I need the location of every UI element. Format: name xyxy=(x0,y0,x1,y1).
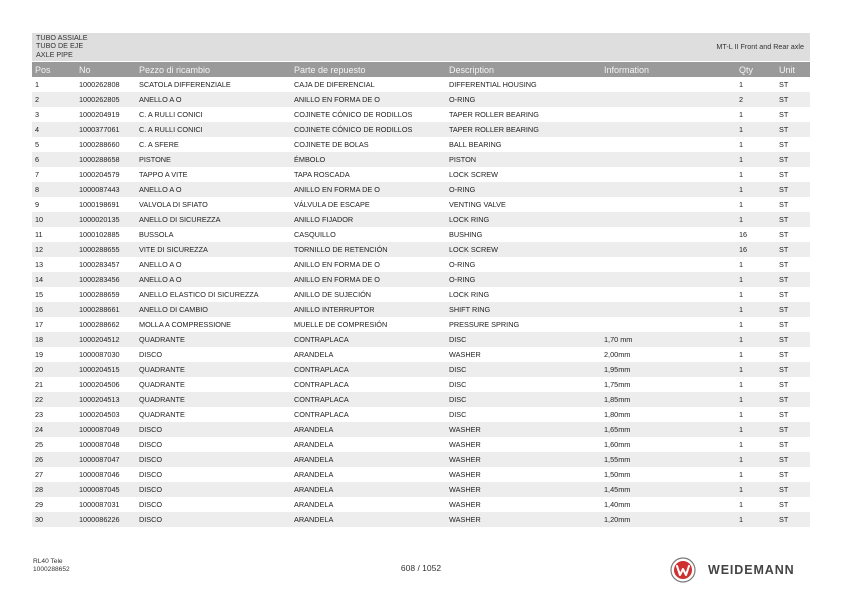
cell-part-number: 1000377061 xyxy=(76,122,136,137)
cell-unit: ST xyxy=(779,110,789,119)
cell-pos: 23 xyxy=(35,410,44,419)
cell-unit: ST xyxy=(776,392,810,407)
cell-spanish-name: ANILLO FIJADOR xyxy=(291,212,446,227)
cell-italian-name: C. A SFERE xyxy=(139,140,179,149)
cell-part-number: 1000288658 xyxy=(76,152,136,167)
title-line-es: TUBO DE EJE xyxy=(36,41,84,51)
cell-part-number: 1000288661 xyxy=(76,302,136,317)
cell-description: PRESSURE SPRING xyxy=(449,320,520,329)
brand-name: WEIDEMANN xyxy=(708,563,795,577)
cell-qty: 16 xyxy=(739,230,748,239)
cell-description: WASHER xyxy=(446,452,601,467)
cell-italian-name: MOLLA A COMPRESSIONE xyxy=(139,320,232,329)
cell-part-number: 1000288660 xyxy=(79,140,120,149)
cell-pos: 19 xyxy=(35,350,44,359)
cell-information xyxy=(601,287,736,302)
cell-description: DISC xyxy=(446,392,601,407)
cell-spanish-name: ARANDELA xyxy=(291,422,446,437)
cell-pos: 29 xyxy=(35,500,44,509)
cell-italian-name: TAPPO A VITE xyxy=(139,170,188,179)
column-header-unit: Unit xyxy=(776,62,810,77)
cell-italian-name: ANELLO ELASTICO DI SICUREZZA xyxy=(139,290,259,299)
cell-qty: 1 xyxy=(736,302,776,317)
cell-information: 1,65mm xyxy=(601,422,736,437)
cell-description: WASHER xyxy=(449,470,481,479)
cell-italian-name: ANELLO DI SICUREZZA xyxy=(136,212,291,227)
cell-qty: 1 xyxy=(739,410,744,419)
cell-italian-name: QUADRANTE xyxy=(136,362,291,377)
column-header-italian: Pezzo di ricambio xyxy=(136,62,291,77)
cell-description: WASHER xyxy=(446,512,601,527)
table-row xyxy=(32,212,810,227)
cell-pos: 30 xyxy=(32,512,76,527)
title-band xyxy=(32,33,810,61)
cell-spanish-name: VÁLVULA DE ESCAPE xyxy=(294,200,370,209)
cell-pos: 12 xyxy=(32,242,76,257)
cell-spanish-name: ARANDELA xyxy=(291,512,446,527)
assembly-name: MT-L II Front and Rear axle xyxy=(716,42,804,51)
cell-part-number: 1000087048 xyxy=(79,440,120,449)
cell-pos: 3 xyxy=(35,110,40,119)
cell-unit: ST xyxy=(776,182,810,197)
cell-part-number: 1000283457 xyxy=(79,260,120,269)
cell-qty: 1 xyxy=(739,350,744,359)
cell-description: SHIFT RING xyxy=(446,302,601,317)
table-row xyxy=(32,122,810,137)
cell-unit: ST xyxy=(776,302,810,317)
cell-qty: 1 xyxy=(736,422,776,437)
cell-italian-name: ANELLO A O xyxy=(136,92,291,107)
cell-qty: 1 xyxy=(736,362,776,377)
table-row xyxy=(32,482,810,497)
cell-information: 1,95mm xyxy=(601,362,736,377)
cell-description: PISTON xyxy=(446,152,601,167)
table-row xyxy=(32,107,810,122)
cell-spanish-name: CONTRAPLACA xyxy=(294,410,349,419)
cell-pos: 28 xyxy=(32,482,76,497)
cell-unit: ST xyxy=(776,92,810,107)
cell-unit: ST xyxy=(779,260,789,269)
cell-italian-name: VITE DI SICUREZZA xyxy=(136,242,291,257)
cell-spanish-name: ARANDELA xyxy=(294,440,334,449)
cell-information xyxy=(601,152,736,167)
cell-description: O-RING xyxy=(446,272,601,287)
cell-part-number: 1000204506 xyxy=(79,380,120,389)
cell-qty: 1 xyxy=(739,140,744,149)
cell-description: DISC xyxy=(446,332,601,347)
cell-qty: 1 xyxy=(736,452,776,467)
cell-information xyxy=(601,182,736,197)
parts-table xyxy=(32,62,810,527)
cell-part-number: 1000262805 xyxy=(76,92,136,107)
cell-spanish-name: ARANDELA xyxy=(294,500,334,509)
column-header-spanish: Parte de repuesto xyxy=(291,62,446,77)
cell-unit: ST xyxy=(776,122,810,137)
table-row xyxy=(32,197,810,212)
cell-qty: 1 xyxy=(736,512,776,527)
cell-description: O-RING xyxy=(446,92,601,107)
cell-italian-name: ANELLO DI CAMBIO xyxy=(136,302,291,317)
cell-italian-name: QUADRANTE xyxy=(136,332,291,347)
cell-spanish-name: TORNILLO DE RETENCIÓN xyxy=(291,242,446,257)
table-row xyxy=(32,437,810,452)
cell-information xyxy=(601,212,736,227)
cell-part-number: 1000283456 xyxy=(76,272,136,287)
cell-part-number: 1000087047 xyxy=(76,452,136,467)
cell-unit: ST xyxy=(779,500,789,509)
table-row xyxy=(32,302,810,317)
table-row xyxy=(32,362,810,377)
cell-pos: 14 xyxy=(32,272,76,287)
cell-description: LOCK SCREW xyxy=(449,170,499,179)
cell-pos: 20 xyxy=(32,362,76,377)
cell-information xyxy=(601,242,736,257)
cell-description: BUSHING xyxy=(449,230,483,239)
cell-spanish-name: ARANDELA xyxy=(294,470,334,479)
cell-spanish-name: COJINETE DE BOLAS xyxy=(294,140,369,149)
cell-part-number: 1000288662 xyxy=(79,320,120,329)
table-row xyxy=(32,317,810,332)
cell-information xyxy=(601,257,736,272)
cell-description: O-RING xyxy=(446,182,601,197)
table-row xyxy=(32,347,810,362)
cell-part-number: 1000262808 xyxy=(79,80,120,89)
cell-unit: ST xyxy=(779,380,789,389)
cell-unit: ST xyxy=(779,350,789,359)
cell-pos: 16 xyxy=(32,302,76,317)
table-row xyxy=(32,227,810,242)
cell-spanish-name: MUELLE DE COMPRESIÓN xyxy=(294,320,388,329)
cell-pos: 2 xyxy=(32,92,76,107)
cell-italian-name: DISCO xyxy=(136,482,291,497)
cell-spanish-name: CAJA DE DIFERENCIAL xyxy=(294,80,375,89)
cell-qty: 1 xyxy=(736,182,776,197)
cell-information xyxy=(601,197,736,212)
cell-part-number: 1000204515 xyxy=(76,362,136,377)
cell-information: 1,75mm xyxy=(604,380,631,389)
table-row xyxy=(32,497,810,512)
cell-spanish-name: CONTRAPLACA xyxy=(291,392,446,407)
cell-part-number: 1000087443 xyxy=(76,182,136,197)
cell-spanish-name: CONTRAPLACA xyxy=(291,332,446,347)
cell-information: 1,70 mm xyxy=(601,332,736,347)
cell-pos: 21 xyxy=(35,380,44,389)
table-row xyxy=(32,257,810,272)
table-row xyxy=(32,407,810,422)
cell-unit: ST xyxy=(776,152,810,167)
column-header-pos: Pos xyxy=(32,62,76,77)
cell-information xyxy=(601,167,736,182)
cell-italian-name: QUADRANTE xyxy=(139,410,185,419)
cell-qty: 1 xyxy=(739,200,744,209)
cell-information xyxy=(601,77,736,92)
cell-unit: ST xyxy=(776,332,810,347)
cell-information: 2,00mm xyxy=(604,350,631,359)
cell-information xyxy=(601,107,736,122)
table-row xyxy=(32,332,810,347)
cell-description: DISC xyxy=(449,380,467,389)
cell-unit: ST xyxy=(776,272,810,287)
cell-part-number: 1000288659 xyxy=(79,290,120,299)
cell-qty: 1 xyxy=(739,170,744,179)
cell-unit: ST xyxy=(776,512,810,527)
table-row xyxy=(32,152,810,167)
table-row xyxy=(32,422,810,437)
cell-unit: ST xyxy=(776,422,810,437)
cell-part-number: 1000198691 xyxy=(79,200,120,209)
cell-pos: 25 xyxy=(35,440,44,449)
cell-information xyxy=(601,122,736,137)
cell-information: 1,40mm xyxy=(604,500,631,509)
cell-pos: 17 xyxy=(35,320,44,329)
title-line-it: TUBO ASSIALE xyxy=(36,33,88,42)
cell-unit: ST xyxy=(779,140,789,149)
cell-description: LOCK RING xyxy=(449,290,490,299)
cell-unit: ST xyxy=(776,242,810,257)
title-line-en: AXLE PIPE xyxy=(36,49,73,59)
cell-qty: 16 xyxy=(736,242,776,257)
cell-spanish-name: CONTRAPLACA xyxy=(291,362,446,377)
cell-information xyxy=(601,227,736,242)
cell-unit: ST xyxy=(779,230,789,239)
table-row xyxy=(32,137,810,152)
table-row xyxy=(32,467,810,482)
cell-pos: 9 xyxy=(35,200,40,209)
cell-pos: 8 xyxy=(32,182,76,197)
cell-qty: 1 xyxy=(739,320,744,329)
cell-pos: 13 xyxy=(35,260,44,269)
cell-italian-name: SCATOLA DIFFERENZIALE xyxy=(139,80,231,89)
cell-spanish-name: TAPA ROSCADA xyxy=(294,170,350,179)
column-header-information: Information xyxy=(601,62,736,77)
cell-description: DISC xyxy=(446,362,601,377)
table-row xyxy=(32,77,810,92)
cell-unit: ST xyxy=(779,80,789,89)
cell-description: WASHER xyxy=(449,440,481,449)
cell-qty: 2 xyxy=(736,92,776,107)
cell-qty: 1 xyxy=(739,110,744,119)
cell-pos: 10 xyxy=(32,212,76,227)
cell-information xyxy=(601,317,736,332)
cell-unit: ST xyxy=(779,200,789,209)
cell-description: TAPER ROLLER BEARING xyxy=(446,122,601,137)
cell-description: O-RING xyxy=(449,260,476,269)
cell-qty: 1 xyxy=(739,260,744,269)
table-row xyxy=(32,182,810,197)
cell-italian-name: ANELLO A O xyxy=(136,272,291,287)
table-row xyxy=(32,392,810,407)
cell-italian-name: QUADRANTE xyxy=(136,392,291,407)
cell-italian-name: DISCO xyxy=(139,440,163,449)
column-header-qty: Qty xyxy=(736,62,776,77)
cell-qty: 1 xyxy=(736,122,776,137)
cell-part-number: 1000087046 xyxy=(79,470,120,479)
cell-qty: 1 xyxy=(739,80,744,89)
cell-unit: ST xyxy=(776,452,810,467)
cell-spanish-name: COJINETE CÓNICO DE RODILLOS xyxy=(294,110,413,119)
cell-italian-name: C. A RULLI CONICI xyxy=(139,110,203,119)
cell-qty: 1 xyxy=(739,380,744,389)
cell-description: TAPER ROLLER BEARING xyxy=(449,110,539,119)
cell-information: 1,60mm xyxy=(604,440,631,449)
cell-pos: 11 xyxy=(35,230,43,239)
column-header-description: Description xyxy=(446,62,601,77)
cell-pos: 6 xyxy=(32,152,76,167)
parts-table-body xyxy=(32,77,810,527)
cell-spanish-name: ÉMBOLO xyxy=(291,152,446,167)
cell-italian-name: DISCO xyxy=(139,470,163,479)
cell-part-number: 1000087030 xyxy=(79,350,120,359)
cell-spanish-name: CONTRAPLACA xyxy=(294,380,349,389)
cell-spanish-name: ARANDELA xyxy=(291,452,446,467)
cell-pos: 18 xyxy=(32,332,76,347)
cell-pos: 22 xyxy=(32,392,76,407)
cell-spanish-name: ANILLO INTERRUPTOR xyxy=(291,302,446,317)
cell-unit: ST xyxy=(776,362,810,377)
weidemann-w-logo-icon xyxy=(670,557,696,583)
table-row xyxy=(32,242,810,257)
cell-qty: 1 xyxy=(736,212,776,227)
cell-information xyxy=(601,137,736,152)
cell-pos: 24 xyxy=(32,422,76,437)
column-header-no: No xyxy=(76,62,136,77)
cell-information: 1,50mm xyxy=(604,470,631,479)
cell-spanish-name: ANILLO EN FORMA DE O xyxy=(291,92,446,107)
cell-information: 1,55mm xyxy=(601,452,736,467)
cell-information xyxy=(601,302,736,317)
part-group-title xyxy=(36,34,88,59)
cell-italian-name: ANELLO A O xyxy=(139,260,182,269)
table-row xyxy=(32,452,810,467)
cell-unit: ST xyxy=(776,482,810,497)
cell-description: WASHER xyxy=(446,422,601,437)
table-row xyxy=(32,167,810,182)
cell-part-number: 1000204512 xyxy=(76,332,136,347)
cell-part-number: 1000087045 xyxy=(76,482,136,497)
cell-pos: 1 xyxy=(35,80,40,89)
cell-information xyxy=(601,92,736,107)
cell-italian-name: DISCO xyxy=(139,350,163,359)
cell-part-number: 1000020135 xyxy=(76,212,136,227)
cell-part-number: 1000288655 xyxy=(76,242,136,257)
cell-part-number: 1000087049 xyxy=(76,422,136,437)
table-row xyxy=(32,512,810,527)
cell-unit: ST xyxy=(779,410,789,419)
cell-qty: 1 xyxy=(736,272,776,287)
cell-description: DISC xyxy=(449,410,467,419)
cell-spanish-name: CASQUILLO xyxy=(294,230,336,239)
cell-description: VENTING VALVE xyxy=(449,200,506,209)
table-row xyxy=(32,92,810,107)
cell-italian-name: DISCO xyxy=(136,422,291,437)
cell-qty: 1 xyxy=(736,482,776,497)
cell-information: 1,85mm xyxy=(601,392,736,407)
cell-qty: 1 xyxy=(736,152,776,167)
cell-italian-name: BUSSOLA xyxy=(139,230,174,239)
cell-pos: 27 xyxy=(35,470,44,479)
cell-italian-name: PISTONE xyxy=(136,152,291,167)
footer-model-number: 1000288652 xyxy=(33,566,70,573)
table-header-row xyxy=(32,62,810,77)
cell-part-number: 1000204513 xyxy=(76,392,136,407)
cell-unit: ST xyxy=(779,470,789,479)
cell-pos: 26 xyxy=(32,452,76,467)
footer-model-name: RL40 Tele xyxy=(33,558,63,565)
cell-pos: 15 xyxy=(35,290,44,299)
cell-qty: 1 xyxy=(739,290,744,299)
cell-italian-name: ANELLO A O xyxy=(136,182,291,197)
cell-pos: 5 xyxy=(35,140,40,149)
cell-spanish-name: ARANDELA xyxy=(294,350,334,359)
cell-italian-name: QUADRANTE xyxy=(139,380,185,389)
cell-description: LOCK SCREW xyxy=(446,242,601,257)
cell-information: 1,45mm xyxy=(601,482,736,497)
cell-qty: 1 xyxy=(739,470,744,479)
cell-italian-name: DISCO xyxy=(136,512,291,527)
cell-description: WASHER xyxy=(449,500,481,509)
cell-spanish-name: ANILLO EN FORMA DE O xyxy=(291,272,446,287)
page-number: 608 / 1052 xyxy=(400,563,442,573)
cell-information xyxy=(601,272,736,287)
cell-description: LOCK RING xyxy=(446,212,601,227)
cell-pos: 4 xyxy=(32,122,76,137)
cell-part-number: 1000086226 xyxy=(76,512,136,527)
table-row xyxy=(32,377,810,392)
cell-part-number: 1000102885 xyxy=(79,230,120,239)
cell-information: 1,80mm xyxy=(604,410,631,419)
cell-unit: ST xyxy=(779,320,789,329)
cell-pos: 7 xyxy=(35,170,40,179)
cell-spanish-name: ANILLO EN FORMA DE O xyxy=(291,182,446,197)
cell-unit: ST xyxy=(779,290,789,299)
cell-description: BALL BEARING xyxy=(449,140,502,149)
cell-information: 1,20mm xyxy=(601,512,736,527)
cell-part-number: 1000204919 xyxy=(79,110,120,119)
cell-italian-name: DISCO xyxy=(139,500,163,509)
cell-unit: ST xyxy=(779,440,789,449)
cell-italian-name: VALVOLA DI SFIATO xyxy=(139,200,208,209)
cell-italian-name: C. A RULLI CONICI xyxy=(136,122,291,137)
table-row xyxy=(32,272,810,287)
cell-description: DIFFERENTIAL HOUSING xyxy=(449,80,537,89)
cell-unit: ST xyxy=(779,170,789,179)
cell-qty: 1 xyxy=(736,332,776,347)
cell-spanish-name: ANILLO EN FORMA DE O xyxy=(294,260,380,269)
cell-qty: 1 xyxy=(736,392,776,407)
brand-logo xyxy=(670,557,795,583)
cell-spanish-name: ARANDELA xyxy=(291,482,446,497)
cell-unit: ST xyxy=(776,212,810,227)
cell-spanish-name: ANILLO DE SUJECIÓN xyxy=(294,290,372,299)
cell-spanish-name: COJINETE CÓNICO DE RODILLOS xyxy=(291,122,446,137)
cell-qty: 1 xyxy=(739,440,744,449)
cell-qty: 1 xyxy=(739,500,744,509)
cell-italian-name: DISCO xyxy=(136,452,291,467)
cell-description: WASHER xyxy=(449,350,481,359)
cell-part-number: 1000204579 xyxy=(79,170,120,179)
cell-description: WASHER xyxy=(446,482,601,497)
table-row xyxy=(32,287,810,302)
cell-part-number: 1000204503 xyxy=(79,410,120,419)
cell-part-number: 1000087031 xyxy=(79,500,120,509)
